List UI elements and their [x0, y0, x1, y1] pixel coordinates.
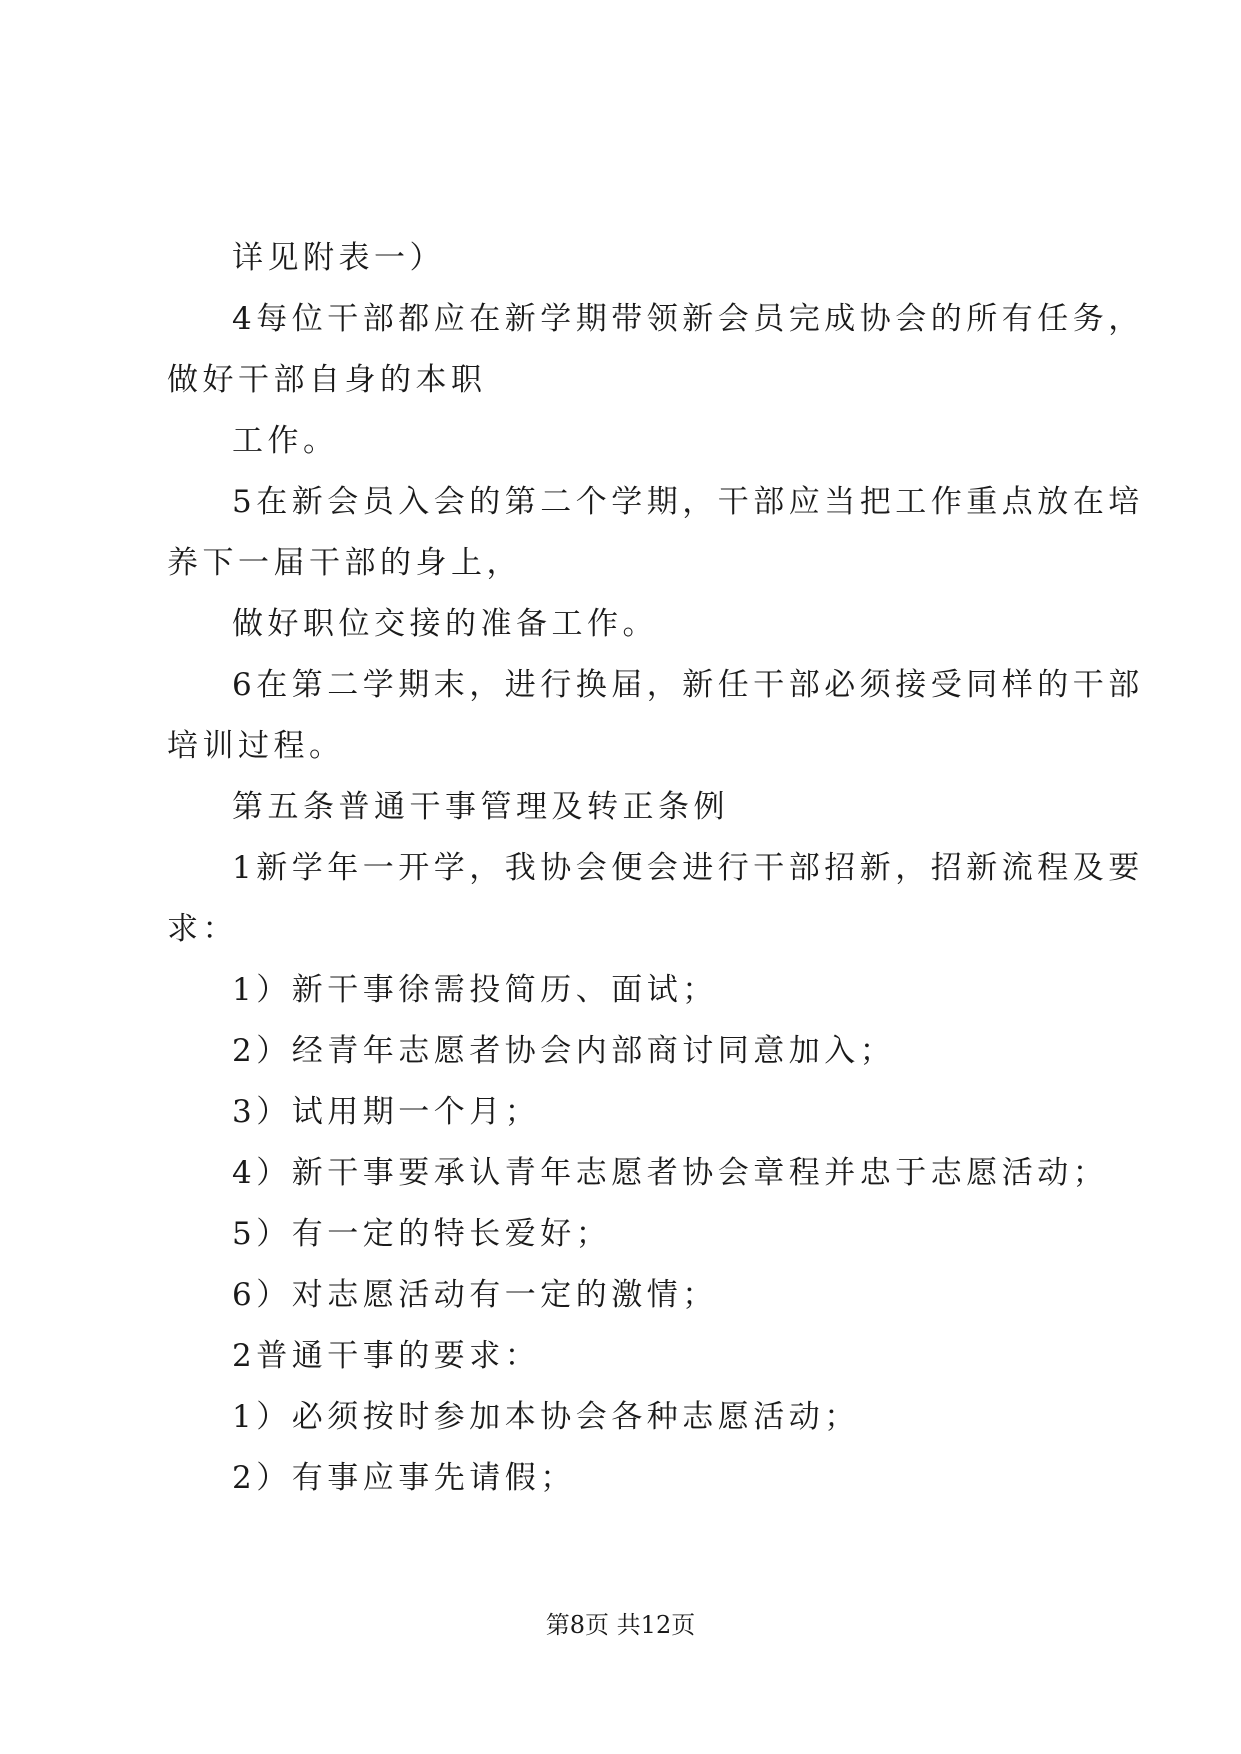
text-line: 4每位干部都应在新学期带领新会员完成协会的所有任务，: [232, 301, 1144, 337]
text-line: 详见附表一）: [232, 240, 445, 276]
text-line: 做好干部自身的本职: [167, 362, 487, 398]
section-heading: 第五条普通干事管理及转正条例: [232, 789, 729, 825]
text-line: 求：: [167, 911, 238, 947]
text-line: 2普通干事的要求：: [232, 1338, 541, 1374]
list-item: 1）新干事徐需投简历、面试；: [232, 972, 718, 1008]
text-line: 1新学年一开学，我协会便会进行干部招新，招新流程及要: [232, 850, 1144, 886]
text-line: 做好职位交接的准备工作。: [232, 606, 658, 642]
text-line: 工作。: [232, 423, 339, 459]
list-item: 5）有一定的特长爱好；: [232, 1216, 612, 1252]
page-number-footer: 第8页 共12页: [545, 1611, 696, 1639]
text-line: 培训过程。: [167, 728, 345, 764]
list-item: 2）经青年志愿者协会内部商讨同意加入；: [232, 1033, 896, 1069]
list-item: 4）新干事要承认青年志愿者协会章程并忠于志愿活动；: [232, 1155, 1109, 1191]
list-item: 2）有事应事先请假；: [232, 1460, 576, 1496]
list-item: 1）必须按时参加本协会各种志愿活动；: [232, 1399, 860, 1435]
list-item: 6）对志愿活动有一定的激情；: [232, 1277, 718, 1313]
text-line: 5在新会员入会的第二个学期，干部应当把工作重点放在培: [232, 484, 1144, 520]
text-line: 养下一届干部的身上，: [167, 545, 522, 581]
list-item: 3）试用期一个月；: [232, 1094, 541, 1130]
text-line: 6在第二学期末，进行换届，新任干部必须接受同样的干部: [232, 667, 1144, 703]
